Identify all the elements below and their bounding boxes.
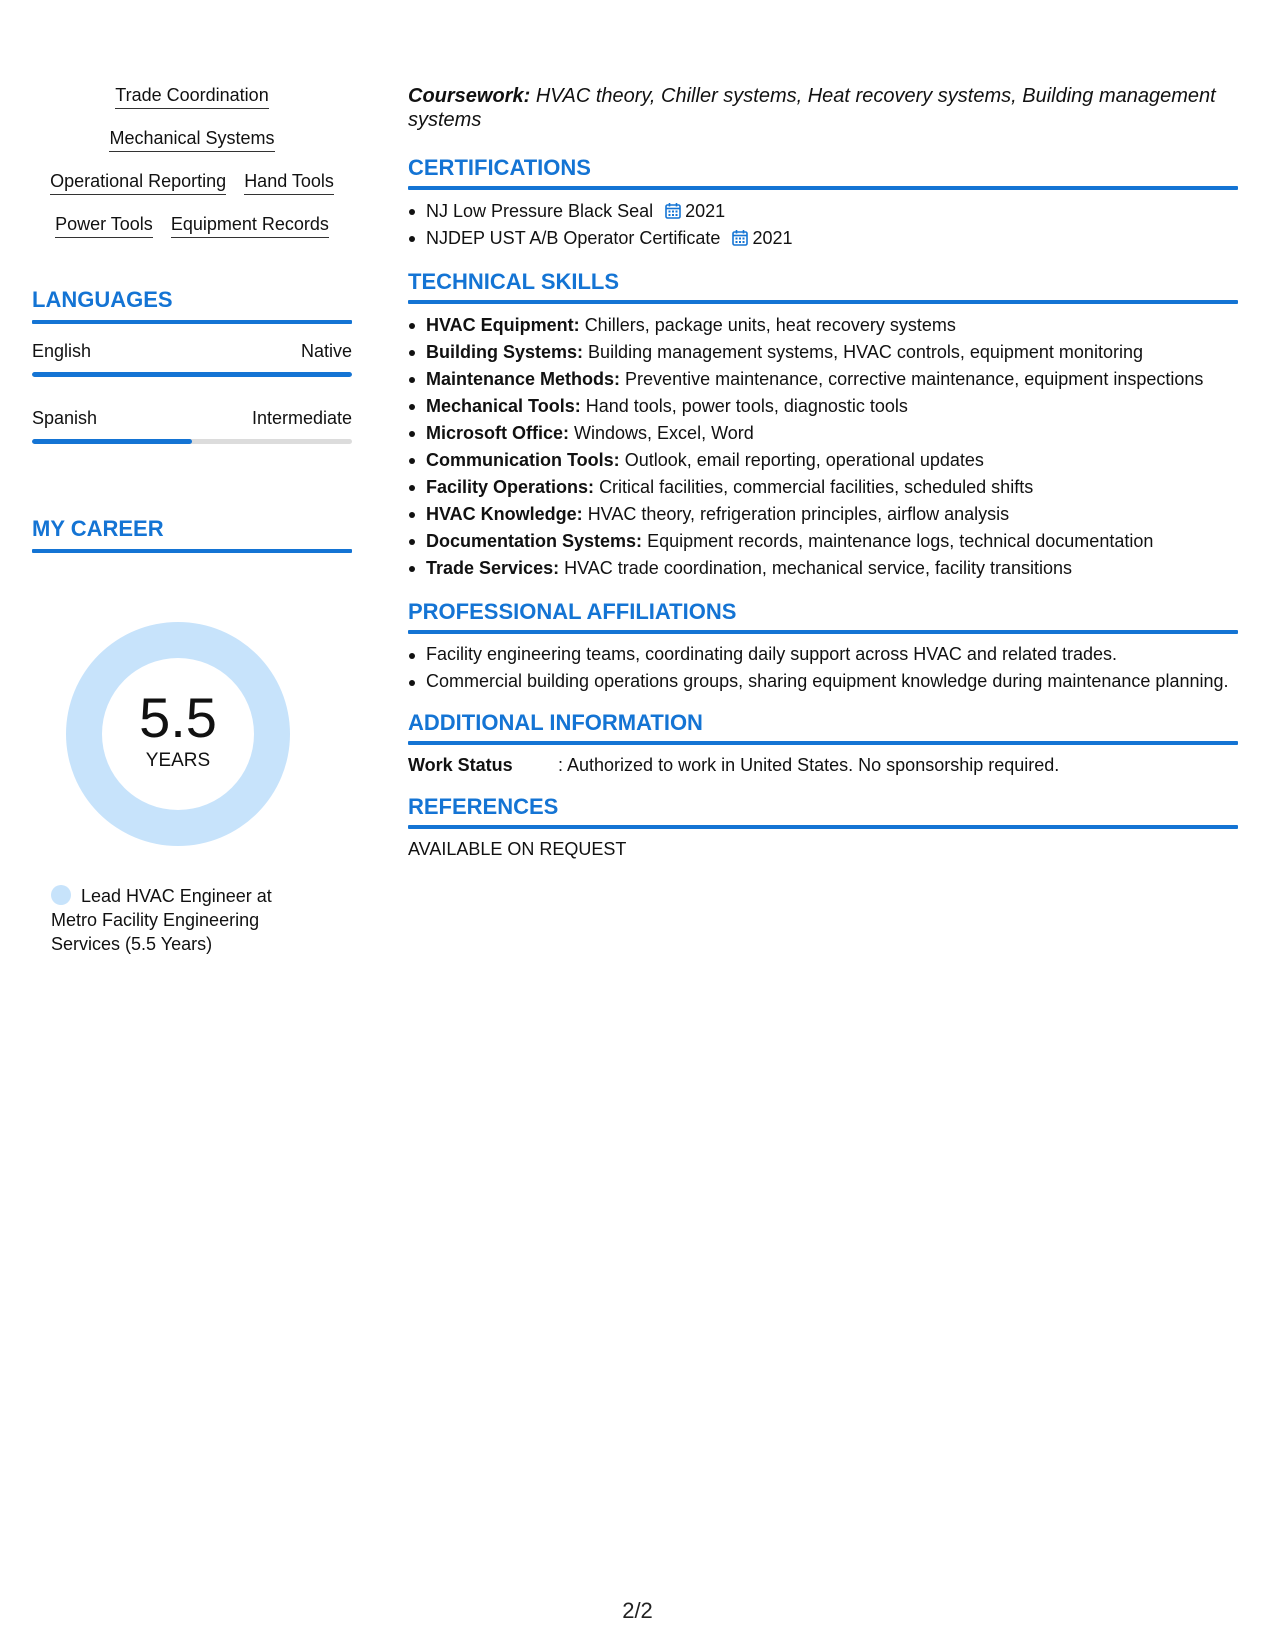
work-status-value: : Authorized to work in United States. No sponsorship required. (558, 755, 1060, 775)
affiliation-item: Facility engineering teams, coordinating daily support across HVAC and related trades. (426, 642, 1238, 666)
language-proficiency-bar (32, 439, 352, 444)
skill-category: HVAC Knowledge: (426, 504, 583, 524)
affiliation-item: Commercial building operations groups, sharing equipment knowledge during maintenance planning. (426, 669, 1238, 693)
certification-name: NJDEP UST A/B Operator Certificate (426, 228, 721, 248)
skill-values: Critical facilities, commercial facilities, scheduled shifts (599, 477, 1034, 497)
career-total-value: 5.5 (139, 686, 217, 749)
skill-tag-row (32, 213, 352, 238)
skill-category: Communication Tools: (426, 450, 620, 470)
skill-tag: Power Tools (55, 213, 153, 238)
skill-values: Outlook, email reporting, operational updates (624, 450, 984, 470)
language-name: English (32, 341, 92, 361)
skill-values: HVAC theory, refrigeration principles, airflow analysis (587, 504, 1010, 524)
additional-info-divider (408, 741, 1238, 745)
language-level: Intermediate (251, 408, 352, 428)
page-number: 2/2 (622, 1598, 653, 1623)
left-column (32, 84, 352, 954)
language-name: Spanish (32, 408, 98, 428)
skill-tag-row (32, 127, 352, 152)
skill-tag: Mechanical Systems (109, 127, 274, 152)
technical-skill-item (426, 420, 1238, 447)
skill-tag-row (32, 84, 352, 109)
career-divider (32, 549, 352, 553)
language-item (32, 407, 352, 444)
career-legend-text: Lead HVAC Engineer at Metro Facility Engineering Services (5.5 Years) (51, 886, 272, 954)
technical-skills-divider (408, 300, 1238, 304)
skill-values: Preventive maintenance, corrective maintenance, equipment inspections (625, 369, 1204, 389)
certifications-divider (408, 186, 1238, 190)
skill-tag: Equipment Records (171, 213, 329, 238)
skill-category: Building Systems: (426, 342, 584, 362)
technical-skills-list (408, 312, 1238, 582)
technical-skill-item (426, 393, 1238, 420)
references-divider (408, 825, 1238, 829)
skill-tag: Hand Tools (244, 170, 334, 195)
certification-item (426, 225, 1238, 252)
skill-category: Documentation Systems: (426, 531, 643, 551)
certification-year: 2021 (685, 201, 726, 221)
skill-category: Trade Services: (426, 558, 560, 578)
language-proficiency-fill (32, 439, 192, 444)
calendar-icon (732, 229, 748, 246)
references-title: REFERENCES (408, 794, 559, 819)
language-level: Native (300, 341, 352, 361)
certifications-list (408, 198, 1238, 252)
technical-skills-title: TECHNICAL SKILLS (408, 269, 620, 294)
technical-skill-item (426, 501, 1238, 528)
skill-category: Mechanical Tools: (426, 396, 581, 416)
right-column (408, 84, 1238, 861)
career-section (32, 515, 352, 553)
language-proficiency-fill (32, 372, 352, 377)
skill-category: Microsoft Office: (426, 423, 570, 443)
skill-tags (32, 84, 352, 238)
languages-title: LANGUAGES (32, 287, 173, 312)
additional-info-title: ADDITIONAL INFORMATION (408, 710, 703, 735)
technical-skill-item (426, 312, 1238, 339)
technical-skill-item (426, 447, 1238, 474)
languages-section (32, 286, 352, 324)
language-proficiency-bar (32, 372, 352, 377)
legend-dot-icon (51, 885, 71, 905)
work-status-row (408, 753, 1238, 777)
affiliations-divider (408, 630, 1238, 634)
certification-year: 2021 (752, 228, 793, 248)
technical-skill-item (426, 528, 1238, 555)
career-legend (51, 884, 311, 956)
skill-category: HVAC Equipment: (426, 315, 580, 335)
career-donut-chart (66, 622, 290, 846)
technical-skill-item (426, 555, 1238, 582)
career-total-unit: YEARS (145, 750, 211, 771)
certification-item (426, 198, 1238, 225)
technical-skill-item (426, 474, 1238, 501)
work-status-label: Work Status (408, 755, 513, 775)
skill-tag: Operational Reporting (50, 170, 226, 195)
technical-skill-item (426, 339, 1238, 366)
skill-tag: Trade Coordination (115, 84, 268, 109)
coursework (408, 84, 1238, 132)
affiliations-title: PROFESSIONAL AFFILIATIONS (408, 599, 737, 624)
skill-values: HVAC trade coordination, mechanical service, facility transitions (564, 558, 1072, 578)
career-title: MY CAREER (32, 516, 164, 541)
calendar-icon (665, 202, 681, 219)
skill-values: Chillers, package units, heat recovery systems (584, 315, 956, 335)
references-text: AVAILABLE ON REQUEST (408, 839, 627, 859)
skill-tag-row (32, 170, 352, 195)
coursework-label: Coursework: (408, 85, 531, 107)
coursework-text: HVAC theory, Chiller systems, Heat recovery systems, Building management systems (408, 85, 1216, 131)
skill-values: Building management systems, HVAC controls, equipment monitoring (588, 342, 1143, 362)
skill-category: Maintenance Methods: (426, 369, 621, 389)
certification-name: NJ Low Pressure Black Seal (426, 201, 654, 221)
skill-category: Facility Operations: (426, 477, 595, 497)
affiliations-list (408, 642, 1238, 693)
certifications-title: CERTIFICATIONS (408, 155, 591, 180)
technical-skill-item (426, 366, 1238, 393)
skill-values: Hand tools, power tools, diagnostic tools (585, 396, 908, 416)
languages-divider (32, 320, 352, 324)
skill-values: Windows, Excel, Word (574, 423, 754, 443)
language-item (32, 340, 352, 377)
skill-values: Equipment records, maintenance logs, technical documentation (647, 531, 1154, 551)
